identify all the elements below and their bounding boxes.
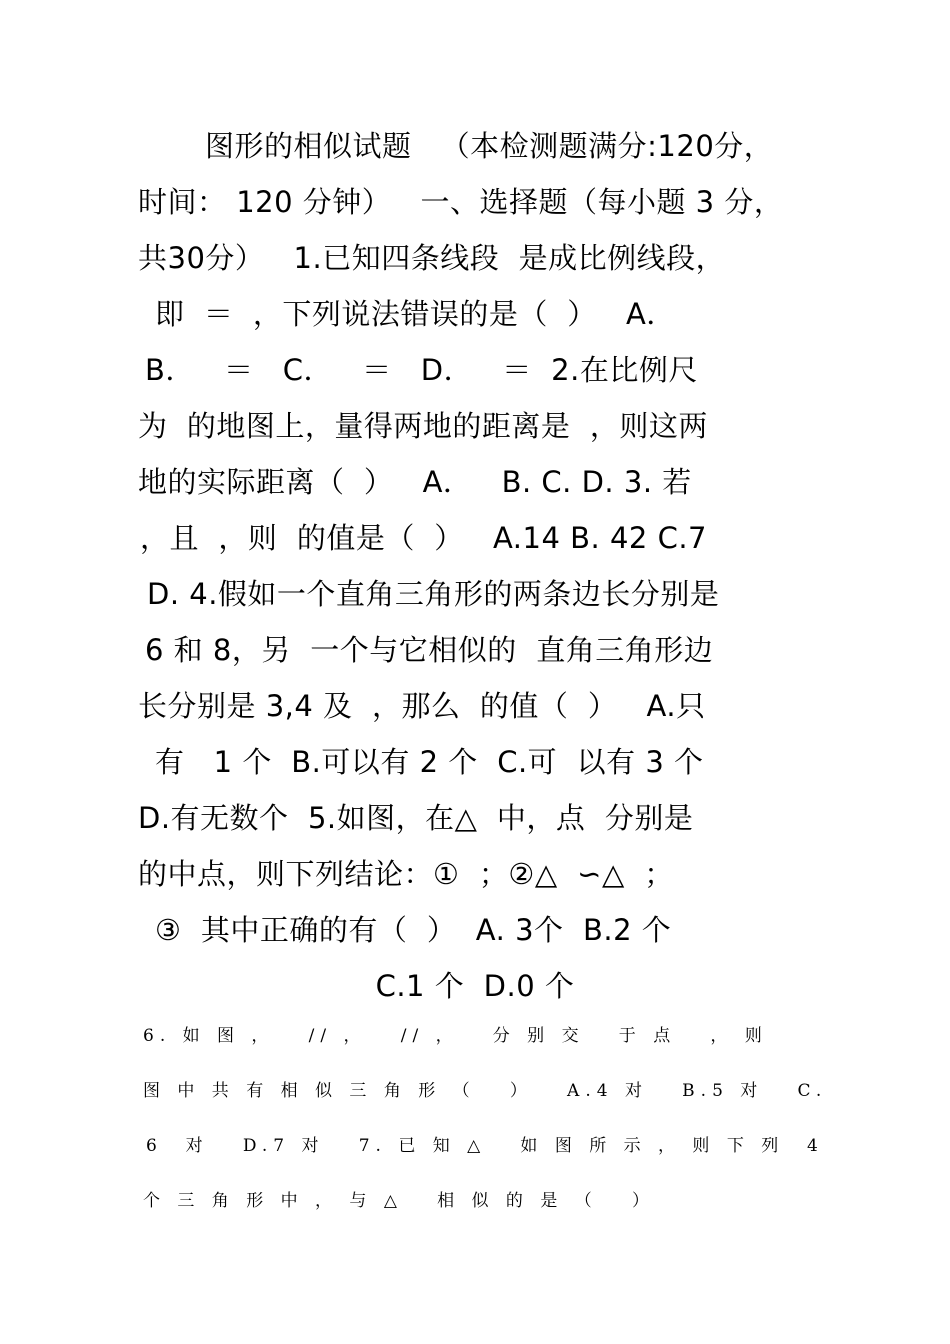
text-line: 6 和 8，另 一个与它相似的 直角三角形边 — [145, 633, 714, 667]
text-line: 时间： 120 分钟） 一、选择题（每小题 3 分， — [138, 185, 784, 219]
small-text-line: 6 对 D.7 对 7. 已 知 △ 如 图 所 示 ， 则 下 列 4 — [146, 1136, 824, 1156]
text-line: 有 1 个 B.可以有 2 个 C.可 以有 3 个 — [155, 745, 704, 779]
small-text-line: 个 三 角 形 中 ， 与 △ 相 似 的 是 （ ） — [143, 1191, 655, 1211]
text-line: 为 的地图上，量得两地的距离是 ，则这两 — [138, 409, 708, 443]
small-text-line: 6. 如 图 ， // ， // ， 分 别 交 于 点 ， 则 — [143, 1026, 768, 1046]
text-line: 地的实际距离（ ） A． B. C. D. 3. 若 — [138, 465, 692, 499]
text-line: 的中点，则下列结论：① ；②△ ∽△ ； — [138, 857, 674, 891]
text-line: 即 ＝ ，下列说法错误的是（ ） A． — [155, 297, 676, 331]
text-line: ③ 其中正确的有（ ） A. 3个 B.2 个 — [155, 913, 672, 947]
text-line: 共30分） 1.已知四条线段 是成比例线段， — [138, 241, 726, 275]
text-line: ，且 ，则 的值是（ ） A.14 B. 42 C.7 — [140, 521, 708, 555]
text-line: D. 4.假如一个直角三角形的两条边长分别是 — [147, 577, 720, 611]
small-text-line: 图 中 共 有 相 似 三 角 形 （ ） A.4 对 B.5 对 C. — [143, 1081, 828, 1101]
text-line: 长分别是 3,4 及 ，那么 的值（ ） A.只 — [138, 689, 706, 723]
text-line: B． ＝ C． ＝ D． ＝ 2.在比例尺 — [145, 353, 698, 387]
doc-title-line: 图形的相似试题 （本检测题满分:120分， — [205, 129, 774, 163]
text-line: D.有无数个 5.如图，在△ 中，点 分别是 — [138, 801, 694, 835]
text-line-centered: C.1 个 D.0 个 — [375, 969, 575, 1003]
